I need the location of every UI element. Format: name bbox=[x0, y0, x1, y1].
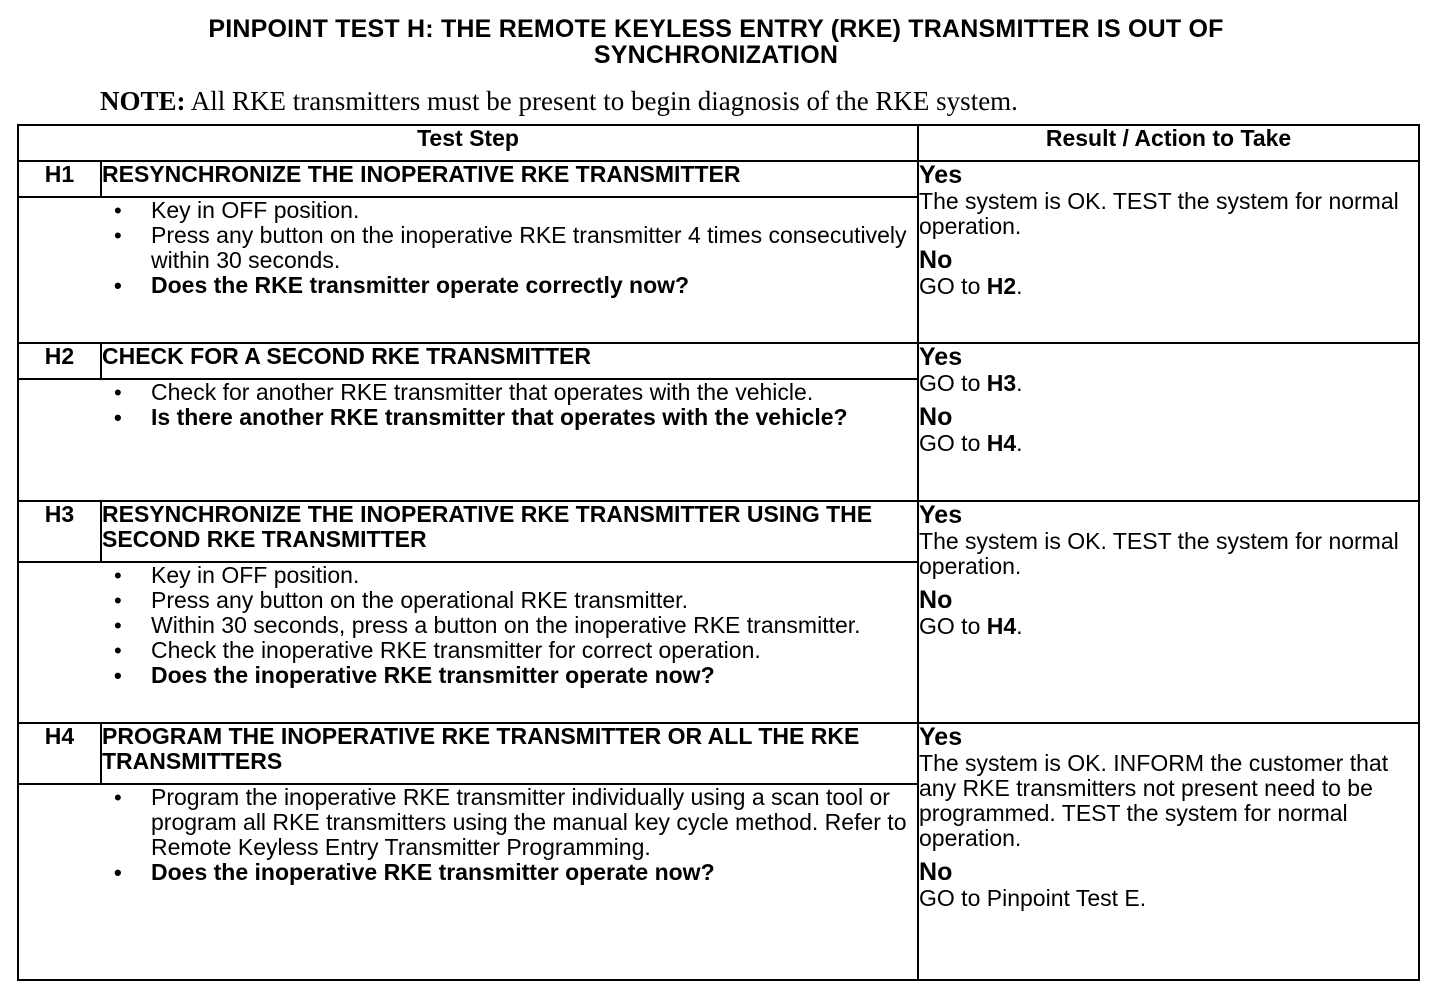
title-line-1: PINPOINT TEST H: THE REMOTE KEYLESS ENTRY (RKE) TRANSMITTER IS OUT OF bbox=[208, 15, 1224, 43]
step-question: • Does the RKE transmitter operate correctly now? bbox=[101, 273, 917, 298]
step-body bbox=[101, 197, 918, 343]
result-yes-label: Yes bbox=[919, 343, 963, 371]
result-no-target: H2 bbox=[986, 273, 1017, 299]
step-instructions bbox=[101, 198, 917, 298]
step-id-spacer bbox=[18, 197, 101, 343]
note-text: All RKE transmitters must be present to begin diagnosis of the RKE system. bbox=[185, 86, 1018, 116]
result-no-text: GO to H4. bbox=[919, 613, 1023, 639]
list-item: • Check for another RKE transmitter that operates with the vehicle. bbox=[101, 380, 917, 405]
result-cell bbox=[918, 501, 1419, 723]
list-item: • Key in OFF position. bbox=[101, 563, 917, 588]
step-body bbox=[101, 379, 918, 501]
result-yes-text: GO to H3. bbox=[919, 370, 1023, 396]
step-id: H2 bbox=[18, 343, 101, 379]
list-item: • Key in OFF position. bbox=[101, 198, 917, 223]
step-question: • Is there another RKE transmitter that operates with the vehicle? bbox=[101, 405, 917, 430]
step-row-h3-title bbox=[18, 501, 1419, 562]
list-item: • Program the inoperative RKE transmitter individually using a scan tool or program all RKE transmitters using the manual key cycle method. Refer to Remote Keyless Entry Transmitter Programming. bbox=[101, 785, 917, 860]
note bbox=[100, 86, 1018, 116]
page-title bbox=[0, 16, 1432, 68]
table-header-row bbox=[18, 125, 1419, 161]
test-steps-table bbox=[17, 124, 1420, 981]
result-yes-text: The system is OK. TEST the system for normal operation. bbox=[919, 188, 1399, 239]
result-yes-label: Yes bbox=[919, 501, 963, 529]
step-row-h4-title bbox=[18, 723, 1419, 784]
result-cell bbox=[918, 723, 1419, 980]
result-yes-label: Yes bbox=[919, 723, 963, 751]
step-id: H3 bbox=[18, 501, 101, 562]
step-title: CHECK FOR A SECOND RKE TRANSMITTER bbox=[101, 343, 918, 379]
result-yes-text: The system is OK. TEST the system for normal operation. bbox=[919, 528, 1399, 579]
result-no-label: No bbox=[919, 403, 953, 431]
result-cell bbox=[918, 343, 1419, 501]
header-result-action: Result / Action to Take bbox=[918, 125, 1419, 161]
list-item: • Check the inoperative RKE transmitter for correct operation. bbox=[101, 638, 917, 663]
step-id: H4 bbox=[18, 723, 101, 784]
note-label: NOTE: bbox=[100, 86, 186, 116]
step-id-spacer bbox=[18, 562, 101, 723]
result-no-label: No bbox=[919, 246, 953, 274]
step-title: RESYNCHRONIZE THE INOPERATIVE RKE TRANSMITTER bbox=[101, 161, 918, 197]
step-id-spacer bbox=[18, 379, 101, 501]
step-row-h2-title bbox=[18, 343, 1419, 379]
step-instructions bbox=[101, 563, 917, 688]
step-id-spacer bbox=[18, 784, 101, 980]
step-body bbox=[101, 784, 918, 980]
list-item: • Within 30 seconds, press a button on the inoperative RKE transmitter. bbox=[101, 613, 917, 638]
step-body bbox=[101, 562, 918, 723]
step-question: • Does the inoperative RKE transmitter operate now? bbox=[101, 860, 917, 885]
result-no-text: GO to H2. bbox=[919, 273, 1023, 299]
result-cell bbox=[918, 161, 1419, 343]
result-no-text: GO to H4. bbox=[919, 430, 1023, 456]
step-instructions bbox=[101, 380, 917, 430]
result-no-target: H4 bbox=[986, 430, 1017, 456]
result-no-text: GO to Pinpoint Test E. bbox=[919, 885, 1147, 911]
step-id: H1 bbox=[18, 161, 101, 197]
list-item: • Press any button on the operational RKE transmitter. bbox=[101, 588, 917, 613]
result-no-target: H4 bbox=[986, 613, 1017, 639]
step-title: RESYNCHRONIZE THE INOPERATIVE RKE TRANSMITTER USING THE SECOND RKE TRANSMITTER bbox=[101, 501, 918, 562]
result-no-label: No bbox=[919, 858, 953, 886]
list-item: • Press any button on the inoperative RKE transmitter 4 times consecutively within 30 seconds. bbox=[101, 223, 917, 273]
result-yes-target: H3 bbox=[986, 370, 1017, 396]
result-no-label: No bbox=[919, 586, 953, 614]
step-question: • Does the inoperative RKE transmitter operate now? bbox=[101, 663, 917, 688]
step-instructions bbox=[101, 785, 917, 885]
result-yes-label: Yes bbox=[919, 161, 963, 189]
header-test-step: Test Step bbox=[18, 125, 918, 161]
step-title: PROGRAM THE INOPERATIVE RKE TRANSMITTER OR ALL THE RKE TRANSMITTERS bbox=[101, 723, 918, 784]
result-yes-text: The system is OK. INFORM the customer that any RKE transmitters not present need to be programmed. TEST the system for normal operation. bbox=[919, 750, 1389, 851]
title-line-2: SYNCHRONIZATION bbox=[593, 41, 839, 69]
step-row-h1-title bbox=[18, 161, 1419, 197]
